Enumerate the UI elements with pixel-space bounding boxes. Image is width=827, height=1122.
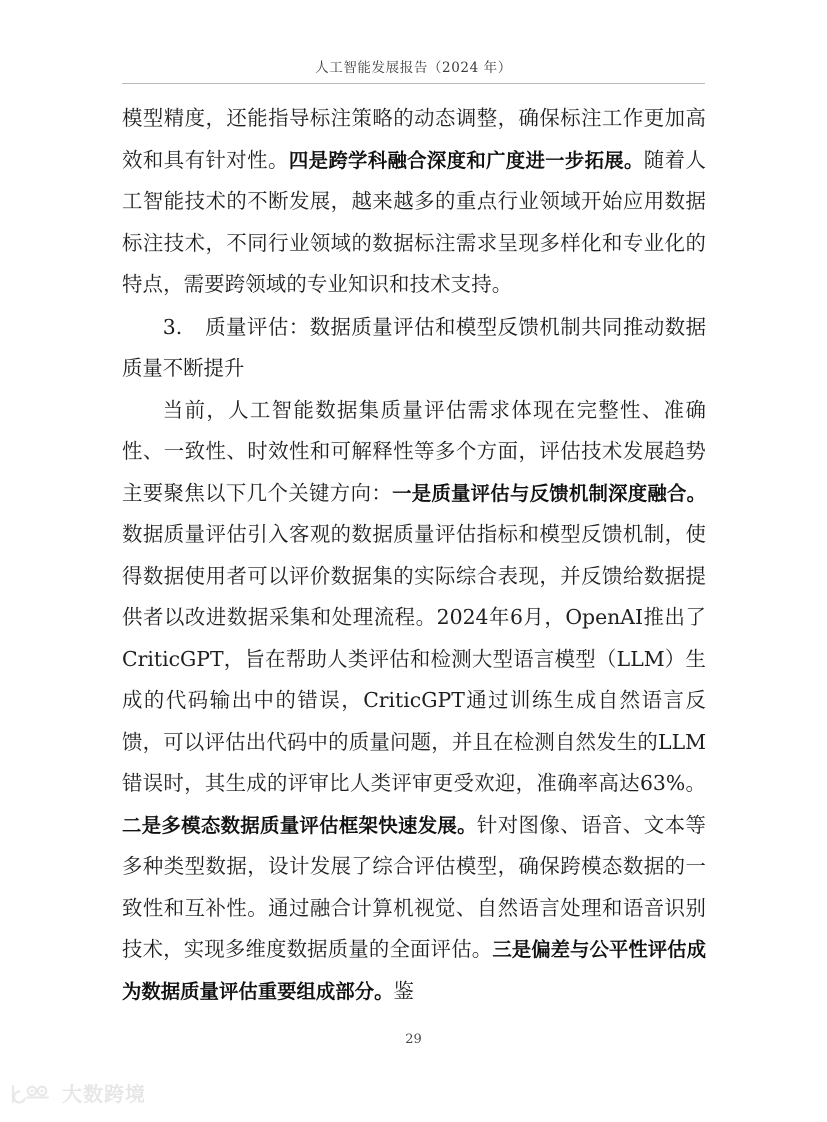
heading-number: 3. — [162, 314, 183, 339]
paragraph-text-segment: 错误时，其生成的评审比人类评审更受欢迎，准确率高达 — [122, 771, 640, 795]
paragraph-text-segment: 当前，人工智能数据集质量评估需求体现在完整性、准确性、一致性、时效性和可解释性等多个方面，评估技术发展趋势主要聚焦以下几个关键方向： — [122, 397, 706, 505]
org-openai: OpenAI — [565, 605, 644, 629]
emphasis-point-four: 四是跨学科融合深度和广度进一步拓展。 — [288, 148, 644, 172]
paragraph-quality-assessment — [122, 390, 706, 1013]
page-body — [122, 98, 706, 1012]
page-header — [122, 56, 705, 84]
header-divider — [122, 83, 705, 84]
paragraph-text-segment: 。 — [685, 771, 706, 795]
product-criticgpt: CriticGPT — [122, 646, 224, 671]
paragraph-text-segment: 通过训练生成自然语言反馈，可以评估出代码中的质量问题，并且在检测自然发生的 — [122, 688, 706, 754]
dashukuajing-logo-icon — [10, 1082, 56, 1106]
section-heading-3 — [122, 307, 706, 390]
paragraph-text-segment: ）生成的代码输出中的错误， — [122, 646, 706, 712]
month-6: 6 — [509, 605, 523, 629]
paragraph-text-segment: ，旨在帮助人类评估和检测大型语言模型（ — [223, 646, 617, 671]
page-number: 29 — [405, 1032, 422, 1047]
paragraph-text-segment: 模型精度，还能指导标注策略的动态调整，确保标注工作更加高效和具有针对性。 — [122, 106, 706, 172]
header-title: 人工智能发展报告（2024 年） — [315, 60, 512, 76]
emphasis-point-three: 三是偏差与公平性评估成为数据质量评估重要组成部分。 — [122, 938, 707, 1003]
heading-text: 质量评估：数据质量评估和模型反馈机制共同推动数据质量不断提升 — [122, 314, 706, 380]
paragraph-text-segment: 随着人工智能技术的不断发展，越来越多的重点行业领域开始应用数据标注技术，不同行业领域的数据标注需求呈现多样化和专业化的特点，需要跨领域的专业知识和技术支持。 — [122, 147, 707, 296]
paragraph-text-segment: 推出了 — [643, 605, 707, 629]
paragraph-text-segment: 针对图像、语音、文本等多种类型数据，设计发展了综合评估模型，确保跨模态数据的一致性和互补性。通过融合计算机视觉、自然语言处理和语音识别技术，实现多维度数据质量的全面评估。 — [122, 812, 706, 961]
term-llm: LLM — [658, 729, 706, 754]
accuracy-value: 63% — [639, 771, 686, 795]
paragraph-text-segment: 鉴 — [393, 978, 415, 1003]
emphasis-point-one: 一是质量评估与反馈机制深度融合。 — [392, 481, 707, 505]
term-llm: LLM — [616, 646, 665, 671]
paragraph-text-segment: 年 — [488, 605, 510, 629]
paragraph-text-segment: 月， — [522, 605, 566, 629]
year-2024: 2024 — [436, 605, 489, 629]
product-criticgpt: CriticGPT — [363, 688, 465, 712]
emphasis-point-two: 二是多模态数据质量评估框架快速发展。 — [122, 813, 477, 837]
watermark-text: 大数跨境 — [62, 1082, 146, 1106]
paragraph-text-segment: 数据质量评估引入客观的数据质量评估指标和模型反馈机制，使得数据使用者可以评价数据集的实际综合表现，并反馈给数据提供者以改进数据采集和处理流程。 — [122, 522, 706, 629]
paragraph-continuation — [122, 98, 706, 306]
watermark — [10, 1082, 146, 1106]
